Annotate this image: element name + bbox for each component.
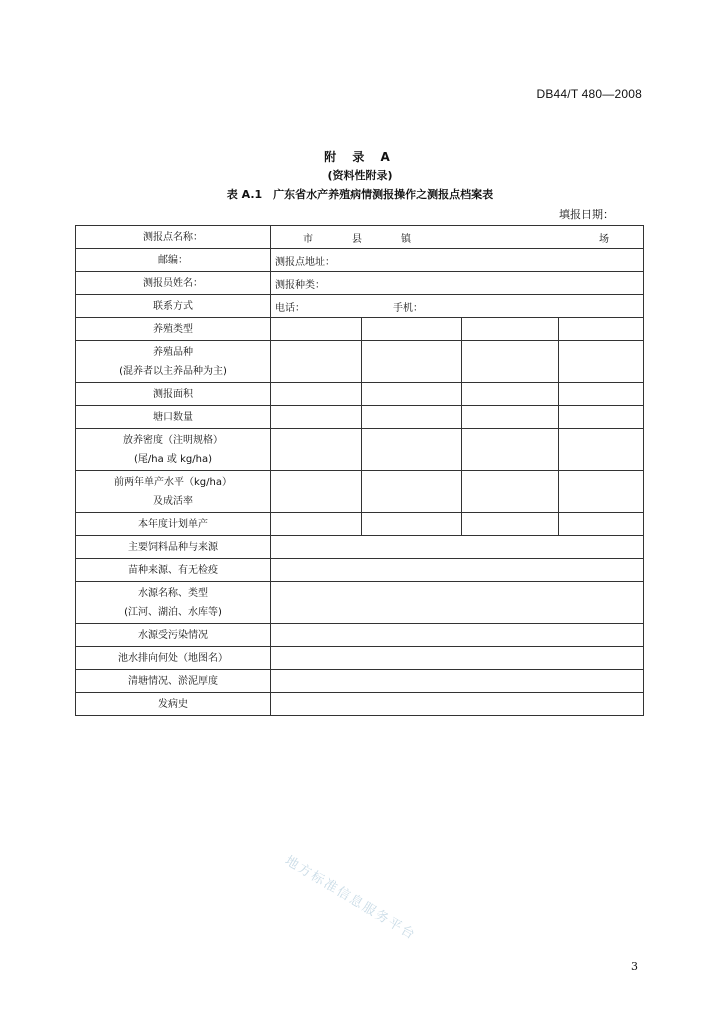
entry-cell[interactable] [559,429,644,471]
water-source-line2: (江河、湖泊、水库等) [124,606,222,618]
station-address-cell[interactable] [271,249,644,272]
entry-cell[interactable] [271,647,644,670]
entry-cell[interactable] [271,559,644,582]
entry-cell[interactable] [462,341,559,383]
entry-cell[interactable] [362,513,462,536]
stocking-density-line1: 放养密度（注明规格） [123,434,223,446]
entry-cell[interactable] [559,383,644,406]
reporter-name-label: 测报员姓名： [76,272,271,295]
station-location-cell[interactable] [271,226,644,249]
table-row [76,318,644,341]
entry-cell[interactable] [271,341,362,383]
mobile-label: 手机： [393,302,423,314]
fill-date-label: 填报日期： [559,208,614,221]
report-species-cell[interactable] [271,272,644,295]
entry-cell[interactable] [362,383,462,406]
entry-cell[interactable] [271,582,644,624]
watermark: 地方标准信息服务平台 [282,853,419,944]
entry-cell[interactable] [271,536,644,559]
entry-cell[interactable] [271,693,644,716]
county-label: 县 [352,233,362,245]
table-row [76,272,644,295]
pond-count-label: 塘口数量 [76,406,271,429]
feed-source-label: 主要饲料品种与来源 [76,536,271,559]
entry-cell[interactable] [271,429,362,471]
table-row [76,249,644,272]
entry-cell[interactable] [362,429,462,471]
appendix-title: 附 录 A [324,150,396,164]
station-name-label: 测报点名称： [76,226,271,249]
entry-cell[interactable] [271,471,362,513]
city-label: 市 [303,233,313,245]
entry-cell[interactable] [462,406,559,429]
entry-cell[interactable] [559,471,644,513]
entry-cell[interactable] [559,318,644,341]
area-label: 测报面积 [76,383,271,406]
entry-cell[interactable] [271,624,644,647]
disease-history-label: 发病史 [76,693,271,716]
postcode-label: 邮编： [76,249,271,272]
entry-cell[interactable] [559,513,644,536]
water-source-line1: 水源名称、类型 [138,587,208,599]
entry-cell[interactable] [462,383,559,406]
report-species-label: 测报种类： [275,279,325,291]
entry-cell[interactable] [362,341,462,383]
table-row [76,536,644,559]
contact-label: 联系方式 [76,295,271,318]
yield-history-label [76,471,271,513]
entry-cell[interactable] [362,406,462,429]
drainage-label: 池水排向何处（地图名） [76,647,271,670]
table-row [76,693,644,716]
page-number: 3 [631,960,638,973]
entry-cell[interactable] [559,406,644,429]
table-row [76,670,644,693]
farming-type-label: 养殖类型 [76,318,271,341]
entry-cell[interactable] [271,383,362,406]
entry-cell[interactable] [271,670,644,693]
table-row [76,341,644,383]
entry-cell[interactable] [462,429,559,471]
entry-cell[interactable] [559,341,644,383]
station-record-table [75,225,644,716]
contact-cell[interactable] [271,295,644,318]
table-row [76,295,644,318]
appendix-subtitle: (资料性附录) [327,169,393,182]
phone-label: 电话： [275,302,305,314]
table-row [76,559,644,582]
species-label-line2: (混养者以主养品种为主) [119,365,227,377]
species-label-line1: 养殖品种 [153,346,193,358]
entry-cell[interactable] [462,513,559,536]
table-row [76,383,644,406]
stocking-density-label [76,429,271,471]
pond-cleaning-label: 清塘情况、淤泥厚度 [76,670,271,693]
yield-history-line2: 及成活率 [153,495,193,507]
table-row [76,582,644,624]
table-row [76,406,644,429]
entry-cell[interactable] [462,471,559,513]
table-caption: 表 A.1 广东省水产养殖病情测报操作之测报点档案表 [226,188,494,201]
table-row [76,513,644,536]
entry-cell[interactable] [271,513,362,536]
planned-yield-label: 本年度计划单产 [76,513,271,536]
farm-label: 场 [599,233,609,245]
entry-cell[interactable] [362,471,462,513]
town-label: 镇 [401,233,411,245]
entry-cell[interactable] [271,318,362,341]
water-pollution-label: 水源受污染情况 [76,624,271,647]
table-row [76,429,644,471]
yield-history-line1: 前两年单产水平（kg/ha） [114,476,232,488]
table-row [76,471,644,513]
entry-cell[interactable] [462,318,559,341]
station-address-label: 测报点地址： [275,256,335,268]
entry-cell[interactable] [271,406,362,429]
document-code: DB44/T 480—2008 [536,87,642,101]
table-row [76,624,644,647]
water-source-label [76,582,271,624]
table-row [76,647,644,670]
seed-source-label: 苗种来源、有无检疫 [76,559,271,582]
entry-cell[interactable] [362,318,462,341]
stocking-density-line2: (尾/ha 或 kg/ha) [134,453,212,465]
table-row [76,226,644,249]
species-label [76,341,271,383]
